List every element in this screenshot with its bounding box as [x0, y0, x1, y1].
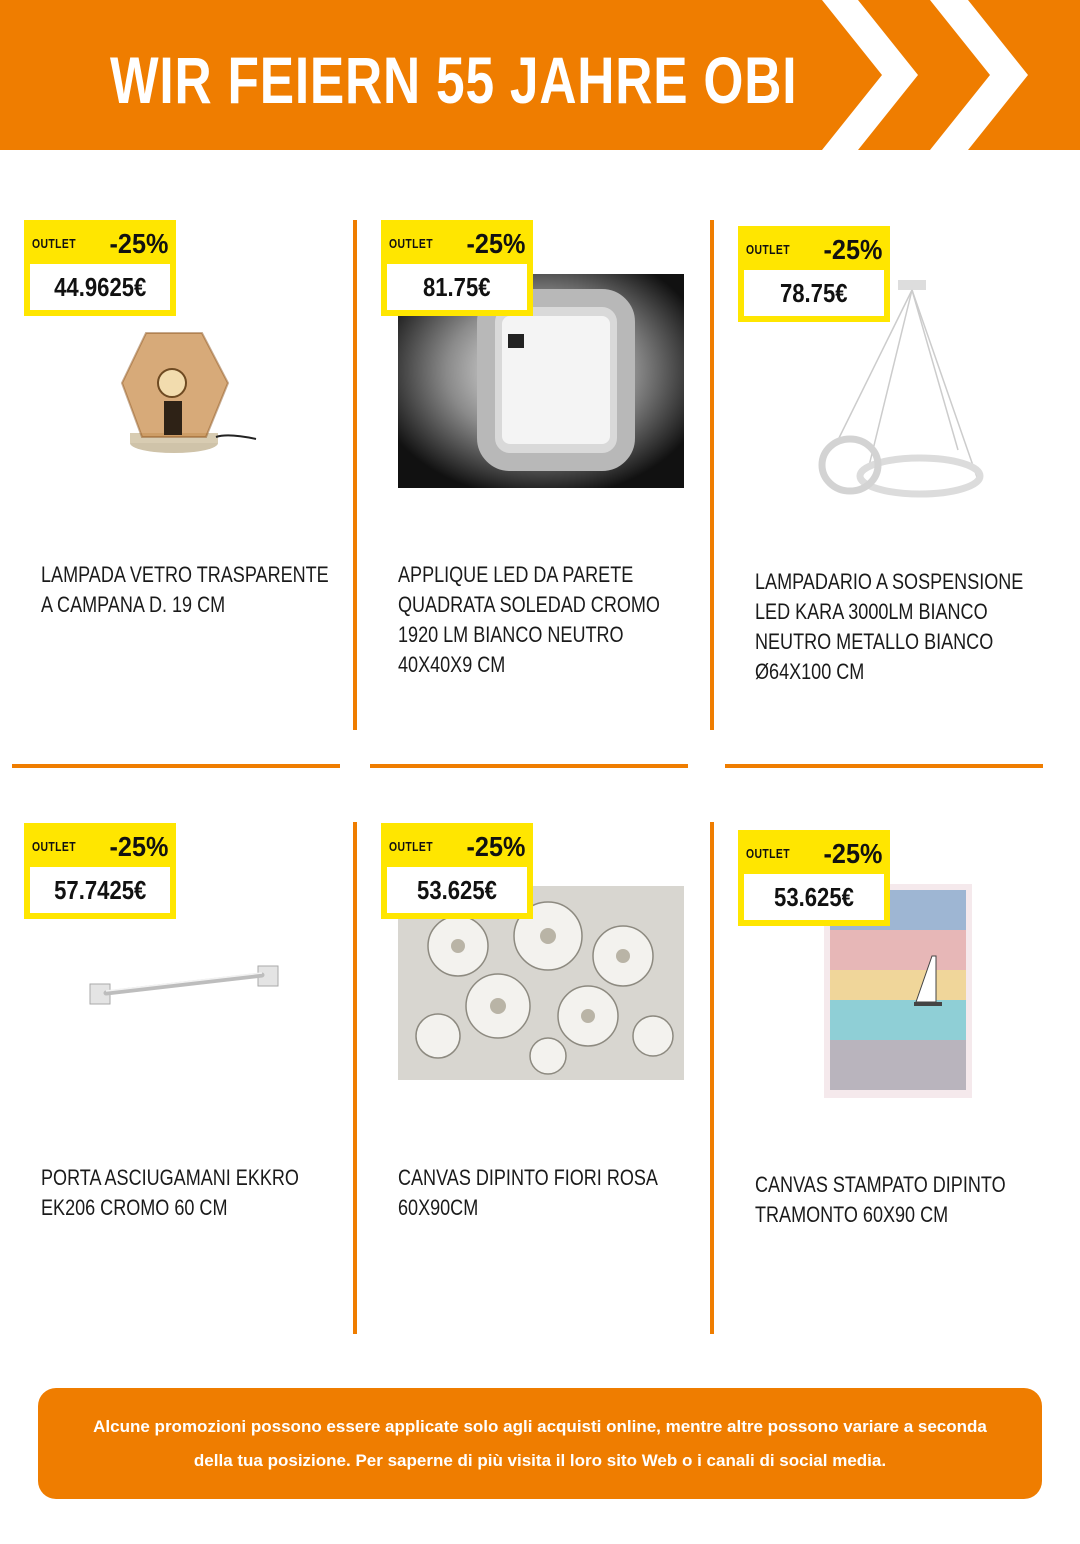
discount-percent: -25% [823, 838, 882, 869]
price: 78.75€ [744, 270, 884, 316]
divider [353, 822, 357, 1334]
discount-percent: -25% [823, 234, 882, 265]
outlet-label: OUTLET [746, 846, 790, 861]
outlet-label: OUTLET [32, 839, 76, 854]
page-title: WIR FEIERN 55 JAHRE OBI [110, 43, 798, 117]
outlet-label: OUTLET [389, 839, 433, 854]
product-title[interactable]: APPLIQUE LED DA PARETE QUADRATA SOLEDAD CROMO 1920 LM BIANCO NEUTRO 40X40X9 CM [398, 562, 660, 677]
product-title[interactable]: LAMPADARIO A SOSPENSIONE LED KARA 3000LM BIANCO NEUTRO METALLO BIANCO Ø64X100 CM [755, 569, 1024, 684]
discount-percent: -25% [466, 228, 525, 259]
outlet-label: OUTLET [746, 242, 790, 257]
discount-badge [738, 830, 890, 926]
divider [725, 764, 1043, 768]
discount-badge [381, 220, 533, 316]
price: 53.625€ [744, 874, 884, 920]
product-title[interactable]: CANVAS DIPINTO FIORI ROSA 60X90CM [398, 1165, 657, 1220]
outlet-label: OUTLET [389, 236, 433, 251]
disclaimer-box: Alcune promozioni possono essere applicate solo agli acquisti online, mentre altre possono variare a seconda della tua posizione. Per saperne di più visita il loro sito Web o i canali di social media. [38, 1388, 1042, 1499]
header-banner [0, 0, 1080, 150]
divider [710, 822, 714, 1334]
discount-percent: -25% [466, 831, 525, 862]
price: 81.75€ [387, 264, 527, 310]
discount-badge [738, 226, 890, 322]
chevron-right-icon [0, 0, 1080, 150]
product-title[interactable]: PORTA ASCIUGAMANI EKKRO EK206 CROMO 60 CM [41, 1165, 299, 1220]
price: 57.7425€ [30, 867, 170, 913]
discount-badge [381, 823, 533, 919]
discount-percent: -25% [109, 831, 168, 862]
discount-badge [24, 220, 176, 316]
discount-percent: -25% [109, 228, 168, 259]
outlet-label: OUTLET [32, 236, 76, 251]
divider [353, 220, 357, 730]
product-title[interactable]: LAMPADA VETRO TRASPARENTE A CAMPANA D. 19 CM [41, 562, 329, 617]
divider [370, 764, 688, 768]
discount-badge [24, 823, 176, 919]
divider [12, 764, 340, 768]
product-title[interactable]: CANVAS STAMPATO DIPINTO TRAMONTO 60X90 CM [755, 1172, 1006, 1227]
divider [710, 220, 714, 730]
price: 53.625€ [387, 867, 527, 913]
amber-glass-table-lamp-image [118, 325, 258, 460]
chrome-towel-bar-image [86, 960, 282, 1010]
price: 44.9625€ [30, 264, 170, 310]
